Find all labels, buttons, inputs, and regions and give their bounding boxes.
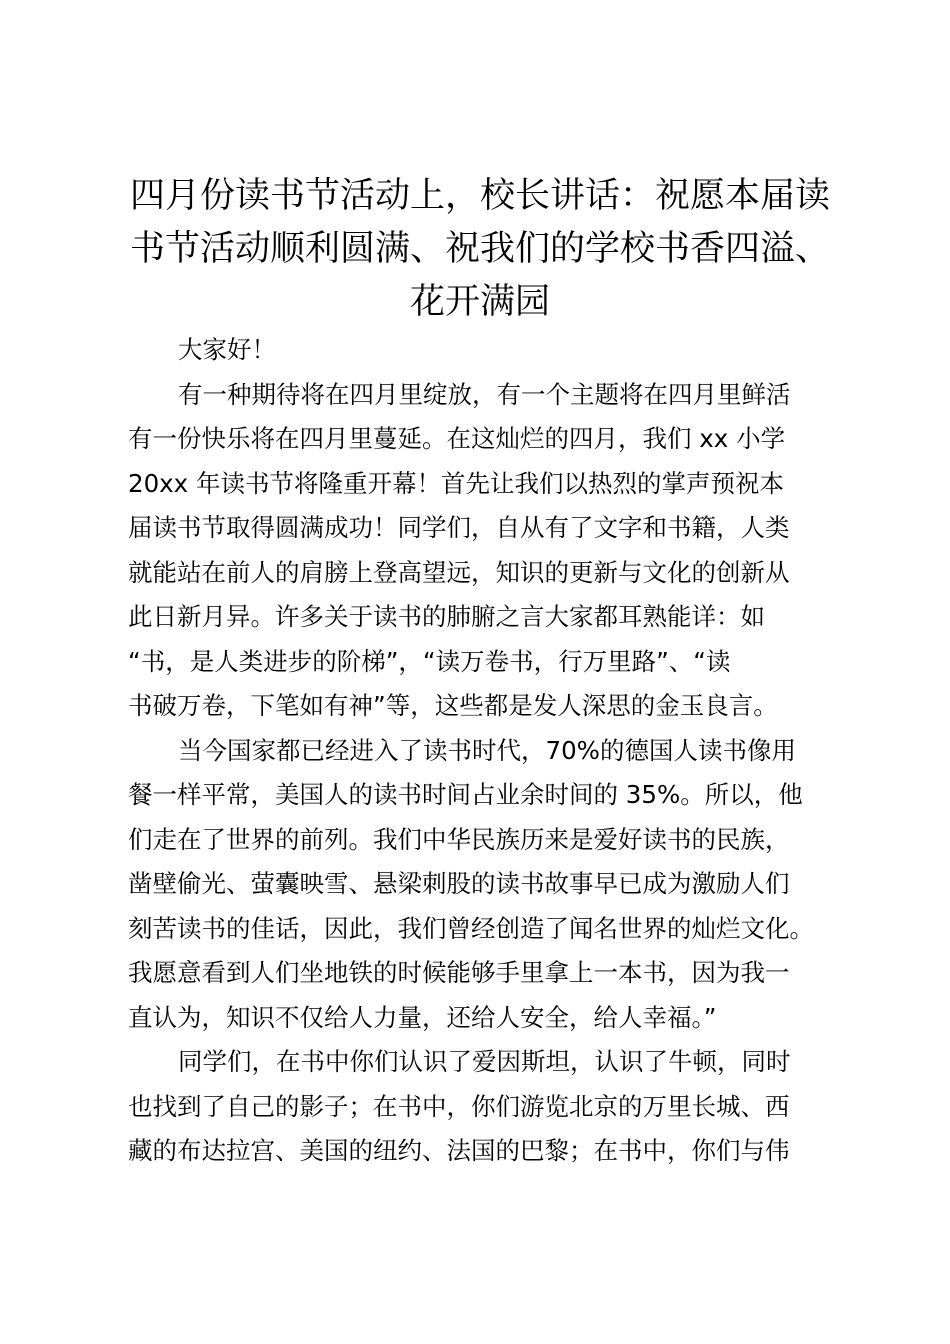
paragraph-line: 届读书节取得圆满成功！同学们，自从有了文字和书籍，人类: [128, 513, 790, 542]
title-line: 花开满园: [409, 282, 550, 322]
paragraph-line: 餐一样平常，美国人的读书时间占业余时间的 35%。所以，他: [128, 780, 803, 809]
paragraph-line: 20xx 年读书节将隆重开幕！首先让我们以热烈的掌声预祝本: [128, 468, 784, 498]
paragraph-line: 凿壁偷光、萤囊映雪、悬梁刺股的读书故事早已成为激励人们: [128, 869, 790, 898]
title-line: 书节活动顺利圆满、祝我们的学校书香四溢、: [129, 229, 830, 269]
paragraph-line: “书，是人类进步的阶梯”，“读万卷书，行万里路”、“读: [128, 646, 731, 676]
paragraph-2: [128, 729, 848, 1041]
paragraph-line: 同学们，在书中你们认识了爱因斯坦，认识了牛顿，同时: [178, 1047, 791, 1076]
document-body: [128, 328, 848, 1174]
greeting: 大家好！: [178, 335, 276, 364]
paragraph-line: 也找到了自己的影子；在书中，你们游览北京的万里长城、西: [128, 1091, 790, 1121]
paragraph-line: 们走在了世界的前列。我们中华民族历来是爱好读书的民族，: [128, 824, 790, 854]
paragraph-line: 书破万卷，下笔如有神”等，这些都是发人深思的金玉良言。: [128, 691, 778, 720]
paragraph-1: [128, 373, 848, 729]
paragraph-line: 有一份快乐将在四月里蔓延。在这灿烂的四月，我们 xx 小学: [128, 424, 786, 453]
paragraph-line: 就能站在前人的肩膀上登高望远，知识的更新与文化的创新从: [128, 557, 790, 587]
paragraph-line: 此日新月异。许多关于读书的肺腑之言大家都耳熟能详：如: [128, 602, 765, 631]
paragraph-line: 当今国家都已经进入了读书时代，70%的德国人读书像用: [178, 735, 796, 765]
paragraph-3: [128, 1040, 848, 1174]
paragraph-line: 藏的布达拉宫、美国的纽约、法国的巴黎；在书中，你们与伟: [128, 1136, 790, 1165]
paragraph-line: 刻苦读书的佳话，因此，我们曾经创造了闻名世界的灿烂文化。: [128, 913, 814, 943]
document-title: [120, 170, 840, 329]
title-line: 四月份读书节活动上，校长讲话：祝愿本届读: [129, 176, 830, 216]
paragraph-line: 我愿意看到人们坐地铁的时候能够手里拿上一本书，因为我一: [128, 958, 790, 987]
paragraph-line: 直认为，知识不仅给人力量，还给人安全，给人幸福。”: [128, 1002, 717, 1032]
paragraph-line: 有一种期待将在四月里绽放，有一个主题将在四月里鲜活: [178, 379, 791, 409]
